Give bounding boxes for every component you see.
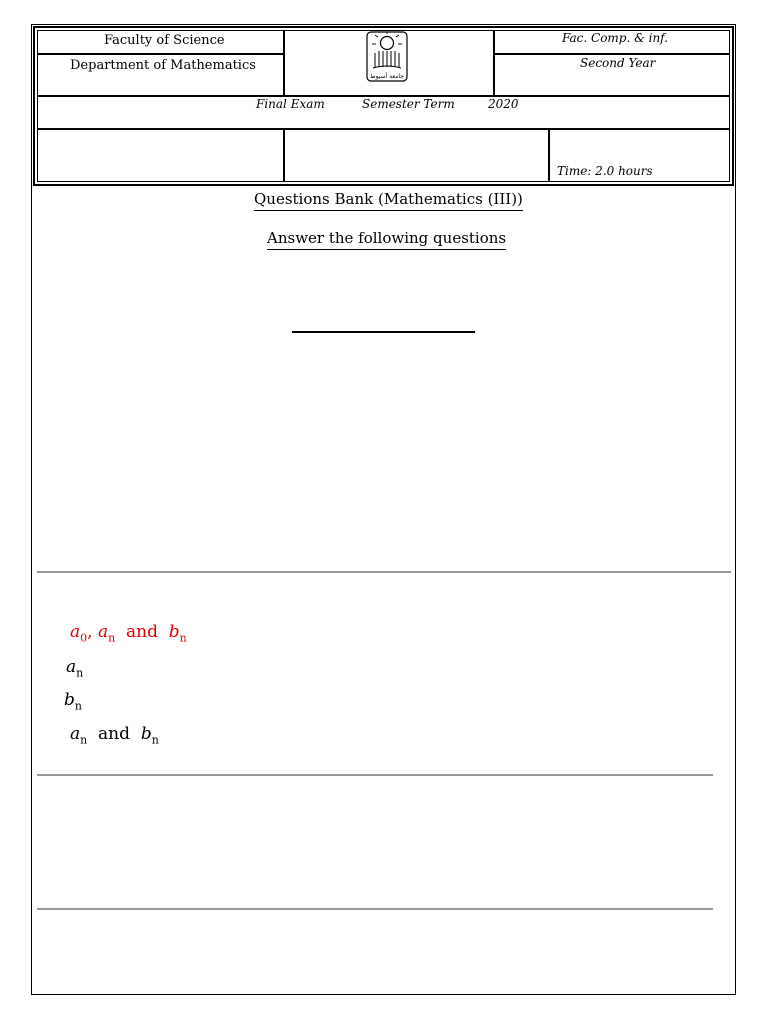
separator-1	[37, 571, 731, 573]
faculty-text: Faculty of Science	[104, 33, 225, 48]
section-underline	[292, 331, 475, 333]
blank-cell-left	[37, 129, 284, 182]
separator-2	[37, 774, 713, 776]
page-title: Questions Bank (Mathematics (III))	[254, 190, 523, 211]
math-line-4: $a_n$ and $b_n$	[70, 724, 159, 747]
math-line-2: $a_n$	[66, 657, 84, 680]
separator-3	[37, 908, 713, 910]
exam-text: Final Exam	[256, 97, 325, 111]
term-text: Semester Term	[362, 97, 455, 111]
department-text: Department of Mathematics	[70, 58, 256, 73]
logo-text: جامعة أسيوط	[370, 73, 404, 80]
math-line-3: $b_n$	[64, 690, 82, 713]
time-text: Time: 2.0 hours	[557, 164, 653, 178]
blank-cell-middle	[284, 129, 549, 182]
program-text: Fac. Comp. & inf.	[562, 31, 669, 45]
university-logo	[364, 31, 410, 83]
year-text: Second Year	[580, 56, 656, 70]
exam-year-text: 2020	[488, 97, 519, 111]
math-line-1: $a_0$, $a_n$ and $b_n$	[70, 622, 187, 645]
instruction-text: Answer the following questions	[267, 229, 506, 250]
